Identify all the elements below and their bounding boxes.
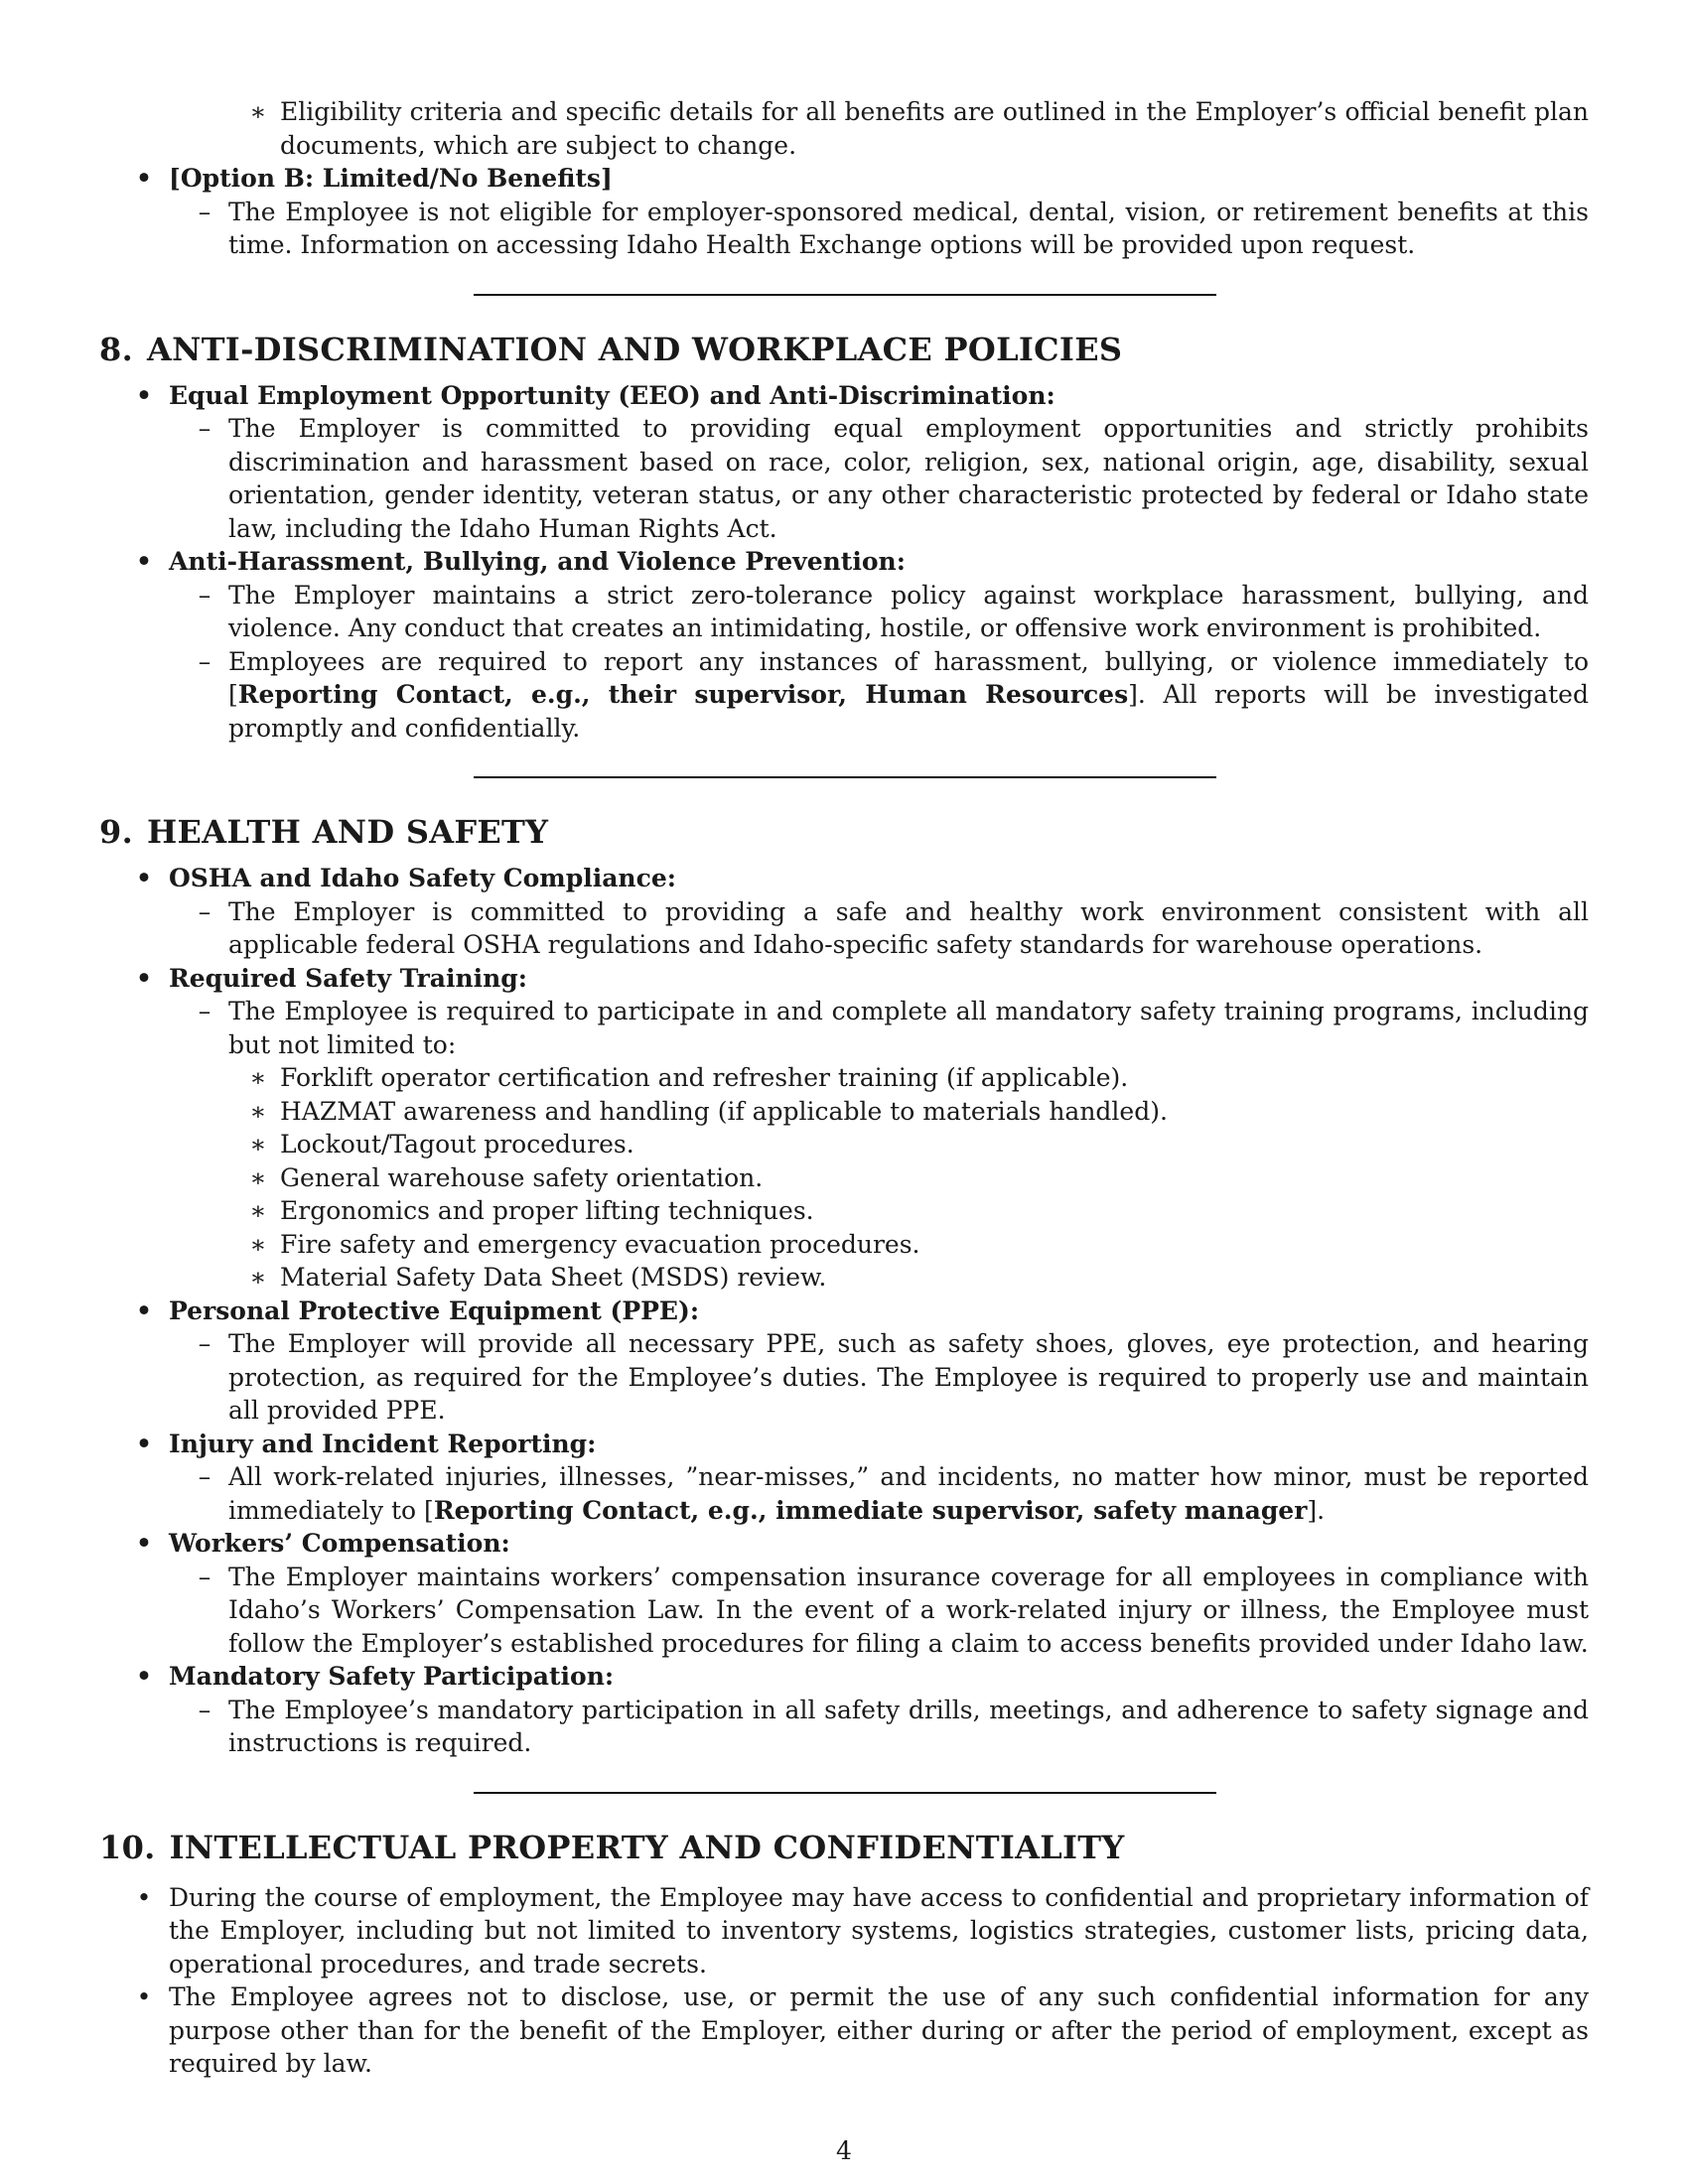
- mandatory-text: The Employee’s mandatory participation in all safety drills, meetings, and adherence to safety signage and instructions is required.: [228, 1695, 1589, 1757]
- list-item: [99, 196, 1589, 262]
- list-item: [99, 1660, 1589, 1694]
- training-item: Material Safety Data Sheet (MSDS) review.: [280, 1263, 827, 1292]
- dash-marker: –: [198, 646, 211, 676]
- dash-marker: –: [198, 580, 211, 610]
- star-marker: ∗: [249, 1229, 267, 1259]
- list-item: [99, 1128, 1589, 1161]
- dash-marker: –: [198, 1462, 211, 1491]
- list-item: [99, 412, 1589, 545]
- list-item: [99, 1527, 1589, 1561]
- list-item: [99, 1881, 1589, 1981]
- section-heading: [99, 812, 1589, 852]
- eeo-heading: Equal Employment Opportunity (EEO) and Anti-Discrimination:: [169, 380, 1055, 410]
- dash-marker: –: [198, 896, 211, 926]
- bullet-marker: •: [136, 864, 152, 892]
- star-marker: ∗: [249, 1130, 267, 1159]
- star-marker: ∗: [249, 1063, 267, 1092]
- training-item: Lockout/Tagout procedures.: [280, 1130, 634, 1159]
- list-item: [99, 1161, 1589, 1195]
- section-divider: [474, 1792, 1216, 1794]
- bullet-marker: •: [136, 164, 152, 193]
- training-item: Ergonomics and proper lifting techniques.: [280, 1196, 814, 1225]
- bullet-marker: •: [136, 1296, 152, 1325]
- list-item: [99, 95, 1589, 162]
- list-item: [99, 1194, 1589, 1228]
- list-item: [99, 379, 1589, 413]
- mandatory-heading: Mandatory Safety Participation:: [169, 1662, 615, 1691]
- list-item: [99, 1061, 1589, 1095]
- section-divider: [474, 776, 1216, 778]
- bullet-marker: •: [136, 1662, 152, 1691]
- training-text: The Employee is required to participate in and complete all mandatory safety training programs, including but not limited to:: [228, 997, 1589, 1059]
- section-number: 10.: [99, 1828, 156, 1866]
- list-item: [99, 1694, 1589, 1760]
- eeo-text: The Employer is committed to providing equal employment opportunities and strictly prohibits discrimination and harassment based on race, color, religion, sex, national origin, age, disability, sexual orientation, gender identity, veteran status, or any other characteristic protected by federal or Idaho state law, including the Idaho Human Rights Act.: [228, 414, 1589, 543]
- comp-heading: Workers’ Compensation:: [169, 1529, 510, 1558]
- dash-marker: –: [198, 1695, 211, 1724]
- dash-marker: –: [198, 414, 211, 443]
- injury-heading: Injury and Incident Reporting:: [169, 1429, 597, 1458]
- star-marker: ∗: [249, 1196, 267, 1225]
- bullet-marker: •: [136, 1429, 152, 1458]
- section-heading: [99, 330, 1589, 369]
- option-b-label: Option B: Limited/No Benefits: [180, 164, 602, 193]
- section-heading: [99, 1828, 1589, 1867]
- list-item: [99, 862, 1589, 895]
- list-item: • [Option B: Limited/No Benefits]: [99, 162, 1589, 196]
- list-item: [99, 1228, 1589, 1262]
- section-divider: [474, 294, 1216, 296]
- list-item: [99, 1980, 1589, 2081]
- star-marker: ∗: [249, 1263, 267, 1292]
- training-item: Fire safety and emergency evacuation procedures.: [280, 1229, 920, 1259]
- list-item: [99, 995, 1589, 1061]
- dash-marker: –: [198, 1329, 211, 1358]
- bullet-marker: •: [136, 380, 152, 410]
- training-item: General warehouse safety orientation.: [280, 1162, 764, 1192]
- section-title: ANTI-DISCRIMINATION AND WORKPLACE POLICIES: [147, 330, 1123, 368]
- ppe-text: The Employer will provide all necessary PPE, such as safety shoes, gloves, eye protection, and hearing protection, as required for the Employee’s duties. The Employee is required to properly use and maintain all provided PPE.: [228, 1329, 1589, 1425]
- list-item: [99, 1561, 1589, 1661]
- ppe-heading: Personal Protective Equipment (PPE):: [169, 1296, 700, 1325]
- list-item: [99, 1428, 1589, 1461]
- star-marker: ∗: [249, 97, 267, 126]
- section-title: INTELLECTUAL PROPERTY AND CONFIDENTIALITY: [169, 1828, 1125, 1866]
- bullet-marker: •: [136, 1882, 152, 1912]
- harassment-text: The Employer maintains a strict zero-tolerance policy against workplace harassment, bullying, and violence. Any conduct that creates an intimidating, hostile, or offensive work environment is prohibited.: [228, 580, 1589, 642]
- reporting-contact: Reporting Contact, e.g., their supervisor, Human Resources: [237, 680, 1129, 709]
- list-item: [99, 579, 1589, 645]
- list-item: [99, 1261, 1589, 1295]
- bullet-marker: •: [136, 547, 152, 576]
- training-item: Forklift operator certification and refresher training (if applicable).: [280, 1063, 1129, 1092]
- list-item: – Employees are required to report any instances of harassment, bullying, or violence immediately to [Reporting Contact, e.g., their supervisor, Human Resources]. All reports will be investigated promptly and confidentially.: [99, 645, 1589, 746]
- page-number: 4: [836, 2136, 852, 2165]
- section-number: 8.: [99, 330, 134, 368]
- osha-heading: OSHA and Idaho Safety Compliance:: [169, 864, 676, 892]
- list-item: [99, 1295, 1589, 1328]
- section-title: HEALTH AND SAFETY: [147, 813, 549, 851]
- harassment-heading: Anti-Harassment, Bullying, and Violence Prevention:: [169, 547, 906, 576]
- bullet-marker: •: [136, 1982, 152, 2011]
- comp-text: The Employer maintains workers’ compensation insurance coverage for all employees in compliance with Idaho’s Workers’ Compensation Law. In the event of a work-related injury or illness, the Employee must follow the Employer’s established procedures for filing a claim to access benefits provided under Idaho law.: [228, 1562, 1589, 1658]
- confidentiality-bullet: The Employee agrees not to disclose, use, or permit the use of any such confidential information for any purpose other than for the benefit of the Employer, either during or after the period of employment, except as required by law.: [169, 1982, 1589, 2078]
- list-item: [99, 1327, 1589, 1428]
- star-marker: ∗: [249, 1096, 267, 1126]
- list-item: [99, 545, 1589, 579]
- document-page: [99, 95, 1589, 2081]
- list-item: [99, 1095, 1589, 1129]
- dash-marker: –: [198, 1562, 211, 1591]
- eligibility-note: Eligibility criteria and specific details for all benefits are outlined in the Employer’s official benefit plan documents, which are subject to change.: [280, 97, 1589, 160]
- dash-marker: –: [198, 197, 211, 226]
- list-item: – All work-related injuries, illnesses, ”near-misses,” and incidents, no matter how minor, must be reported immediately to [Reporting Contact, e.g., immediate supervisor, safety manager].: [99, 1460, 1589, 1527]
- star-marker: ∗: [249, 1162, 267, 1192]
- list-item: [99, 895, 1589, 962]
- list-item: [99, 962, 1589, 996]
- option-b-text: The Employee is not eligible for employer-sponsored medical, dental, vision, or retirement benefits at this time. Information on accessing Idaho Health Exchange options will be provided upon request.: [228, 197, 1589, 259]
- training-heading: Required Safety Training:: [169, 963, 527, 993]
- section-number: 9.: [99, 813, 134, 851]
- bullet-marker: •: [136, 963, 152, 993]
- dash-marker: –: [198, 997, 211, 1025]
- confidentiality-bullet: During the course of employment, the Employee may have access to confidential and proprietary information of the Employer, including but not limited to inventory systems, logistics strategies, customer lists, pricing data, operational procedures, and trade secrets.: [169, 1882, 1589, 1979]
- reporting-contact: Reporting Contact, e.g., immediate supervisor, safety manager: [433, 1495, 1308, 1525]
- osha-text: The Employer is committed to providing a safe and healthy work environment consistent with all applicable federal OSHA regulations and Idaho-specific safety standards for warehouse operations.: [228, 896, 1589, 959]
- training-item: HAZMAT awareness and handling (if applicable to materials handled).: [280, 1096, 1168, 1126]
- bullet-marker: •: [136, 1529, 152, 1558]
